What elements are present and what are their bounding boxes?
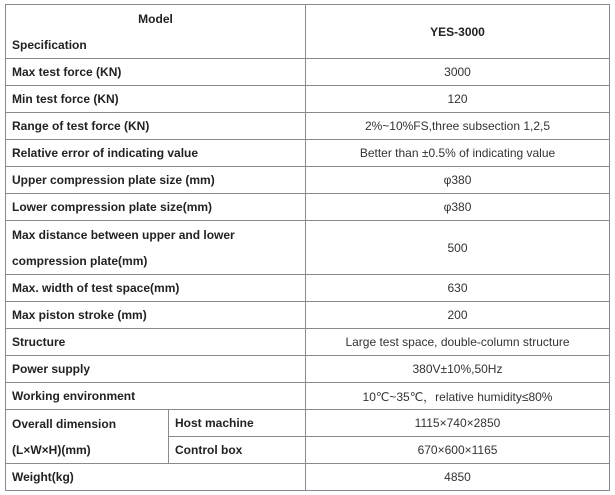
row-label: Structure bbox=[6, 329, 306, 356]
row-value: Large test space, double-column structure bbox=[306, 329, 610, 356]
table-row bbox=[6, 86, 610, 113]
host-machine-label: Host machine bbox=[169, 410, 306, 437]
row-value: 3000 bbox=[306, 59, 610, 86]
control-box-label: Control box bbox=[169, 437, 306, 464]
header-row bbox=[6, 5, 610, 59]
model-value: YES-3000 bbox=[306, 5, 610, 59]
row-value: 630 bbox=[306, 275, 610, 302]
row-label: Min test force (KN) bbox=[6, 86, 306, 113]
row-label bbox=[6, 221, 306, 275]
row-label: Max piston stroke (mm) bbox=[6, 302, 306, 329]
table-row bbox=[6, 167, 610, 194]
row-value: φ380 bbox=[306, 194, 610, 221]
table-row bbox=[6, 302, 610, 329]
weight-row bbox=[6, 464, 610, 491]
row-value: 120 bbox=[306, 86, 610, 113]
table-row bbox=[6, 140, 610, 167]
row-label: Upper compression plate size (mm) bbox=[6, 167, 306, 194]
dimension-label bbox=[6, 410, 169, 464]
specification-label: Specification bbox=[12, 37, 87, 52]
row-label: Range of test force (KN) bbox=[6, 113, 306, 140]
row-label: Relative error of indicating value bbox=[6, 140, 306, 167]
row-value: 2%~10%FS,three subsection 1,2,5 bbox=[306, 113, 610, 140]
row-label: Max. width of test space(mm) bbox=[6, 275, 306, 302]
row-value: 200 bbox=[306, 302, 610, 329]
row-label: Power supply bbox=[6, 356, 306, 383]
specification-table bbox=[5, 4, 610, 491]
table-row bbox=[6, 275, 610, 302]
table-row bbox=[6, 356, 610, 383]
table-row bbox=[6, 59, 610, 86]
row-label: Lower compression plate size(mm) bbox=[6, 194, 306, 221]
dimension-row-host bbox=[6, 410, 610, 437]
host-machine-value: 1115×740×2850 bbox=[306, 410, 610, 437]
row-value: 10℃~35℃，relative humidity≤80% bbox=[306, 383, 610, 410]
row-value: 500 bbox=[306, 221, 610, 275]
row-value: Better than ±0.5% of indicating value bbox=[306, 140, 610, 167]
table-row bbox=[6, 221, 610, 275]
row-label-line: compression plate(mm) bbox=[12, 253, 148, 268]
row-value: φ380 bbox=[306, 167, 610, 194]
table-row bbox=[6, 329, 610, 356]
table-row bbox=[6, 383, 610, 410]
header-label-cell bbox=[6, 5, 306, 59]
table-row bbox=[6, 113, 610, 140]
table-row bbox=[6, 194, 610, 221]
weight-value: 4850 bbox=[306, 464, 610, 491]
dimension-label-line: Overall dimension bbox=[12, 416, 117, 431]
row-value: 380V±10%,50Hz bbox=[306, 356, 610, 383]
model-label: Model bbox=[138, 11, 173, 26]
row-label: Working environment bbox=[6, 383, 306, 410]
dimension-label-line: (L×W×H)(mm) bbox=[12, 442, 91, 457]
row-label: Max test force (KN) bbox=[6, 59, 306, 86]
row-label-line: Max distance between upper and lower bbox=[12, 227, 235, 242]
weight-label: Weight(kg) bbox=[6, 464, 306, 491]
control-box-value: 670×600×1165 bbox=[306, 437, 610, 464]
